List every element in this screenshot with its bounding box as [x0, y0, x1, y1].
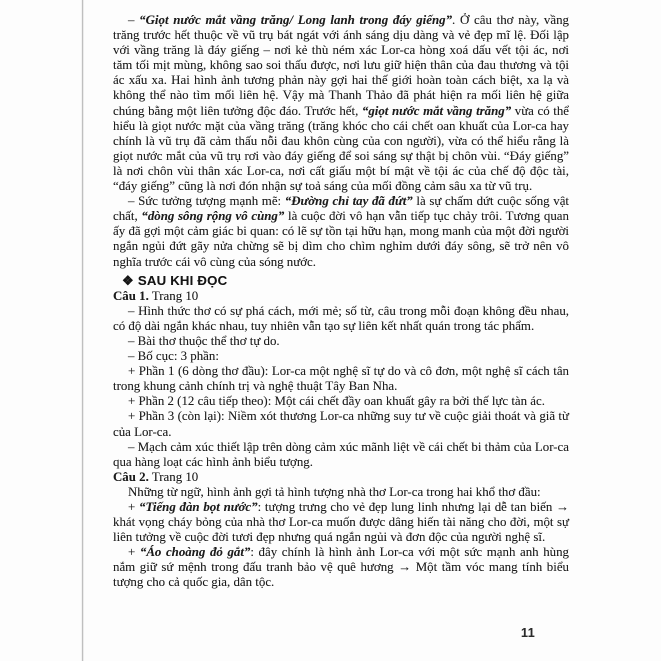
text-run: Những từ ngữ, hình ảnh gợi tả hình tượng nhà thơ Lor-ca trong hai khổ thơ đầu: [128, 484, 541, 499]
text-run: là cuộc đời vô hạn vẫn tiếp tục chảy trôi. Tương quan ấy đã gợi một cảm giác bi quan: có lẽ sự tồn tại hữu hạn, mong manh của một đời người ngắn ngủi đứt gãy nửa chừng sẽ bị dìm cho chìm nghỉm dưới đáy sông, sẽ trở nên vô nghĩa trước cái vô cùng của sóng nước. [113, 209, 569, 269]
section-heading-label: SAU KHI ĐỌC [137, 272, 228, 288]
diamond-icon: ❖ [122, 272, 135, 288]
paragraph [113, 485, 569, 500]
text-run: + [128, 500, 140, 514]
text-run: – Mạch cảm xúc thiết lập trên dòng cảm xúc mãnh liệt về cái chết bi thảm của Lor-ca qua hàng loạt các hình ảnh biểu tượng. [113, 439, 569, 469]
text-run: “Áo choàng đỏ gắt” [139, 545, 251, 560]
text-run: “Đường chỉ tay đã đứt” [284, 194, 413, 209]
text-run: – Sức tưởng tượng mạnh mẽ: [128, 194, 285, 209]
paragraph [113, 440, 569, 470]
paragraph [113, 194, 569, 269]
paragraph [113, 409, 569, 439]
question-label [113, 289, 569, 304]
section-heading [113, 273, 569, 288]
text-run: vừa có thể hiểu là giọt nước mặt của vầng trăng (trăng khóc cho cái chết oan khuất của Lor-ca hay chính là vũ trụ đã cảm thấu nỗi đau khôn cùng của con người), vừa có thể hiểu rằng là giọt nước mắt của vũ trụ rơi vào đáy giếng để soi sáng sự thật bị chôn vùi. “Đáy giếng” là nơi chôn vùi thân xác Lor-ca, nơi cất giấu một bí mật về tội ác của chế độ độc tài, “đáy giếng” cũng là nơi đón nhận sự toả sáng của mối đồng cảm sâu xa từ vũ trụ. [113, 103, 569, 194]
text-run: Câu 1. [113, 288, 149, 303]
text-run: + Phần 2 (12 câu tiếp theo): Một cái chết đầy oan khuất gây ra bởi thế lực tàn ác. [128, 394, 545, 409]
text-run: . Ở câu thơ này, vầng trăng trước hết thuộc về vũ trụ bát ngát với ánh sáng dịu dàng và vẻ đẹp mĩ lệ. Đối lập với vầng trăng là đáy giếng – nơi kẻ thù ném xác Lor-ca hòng xoá dấu vết tội ác, nơi tăm tối mịt mùng, không sao soi thấu được, nơi lưu giữ hiện thân của đau thương và tội ác xấu xa. Hai hình ảnh tương phản này gợi hai thế giới hoàn toàn cách biệt, xa lạ và không thể nào tìm mối liên hệ. Vậy mà Thanh Thảo đã phát hiện ra mối liên hệ giữa chúng bằng một liên tưởng độc đáo. Trước hết, [113, 13, 569, 118]
text-run: : tượng trưng cho vẻ đẹp lung linh nhưng lại dễ tan biến → khát vọng cháy bỏng của nhà thơ Lor-ca muốn được dâng hiến tài năng cho đời, một sự liên tưởng về cuộc đời tươi đẹp nhưng quá ngắn ngủi và đơn độc của người nghệ sĩ. [113, 500, 569, 545]
text-run: “Giọt nước mắt vầng trăng/ Long lanh trong đáy giếng” [139, 13, 453, 27]
paragraph [113, 545, 569, 590]
text-block [113, 13, 569, 591]
paragraph [113, 394, 569, 409]
text-run: – Hình thức thơ có sự phá cách, mới mẻ; số từ, câu trong mỗi đoạn không đều nhau, có độ dài ngắn khác nhau, tuy nhiên vẫn tạo sự liên kết nhất quán trong tác phẩm. [113, 303, 569, 333]
text-run: là sự chấm dứt cuộc sống vật chất, [113, 194, 569, 224]
text-run: : đây chính là hình ảnh Lor-ca với một sức mạnh anh hùng nắm giữ sứ mệnh trong đấu tranh bảo vệ quê hương → Một tầm vóc mang tính biểu tượng cho cả quốc gia, dân tộc. [113, 545, 569, 590]
text-run: “giọt nước mắt vầng trăng” [361, 103, 512, 118]
text-run: Trang 10 [148, 469, 199, 484]
paragraph [113, 304, 569, 334]
paragraph [113, 349, 569, 364]
paragraph [113, 500, 569, 545]
text-run: + [128, 545, 140, 560]
text-run: – Bố cục: 3 phần: [128, 349, 219, 364]
paragraph [113, 334, 569, 349]
text-run: – [128, 13, 140, 27]
paragraph [113, 13, 569, 194]
text-run: + Phần 1 (6 dòng thơ đầu): Lor-ca một nghệ sĩ tự do và cô đơn, một nghệ sĩ cách tân trong khung cảnh chính trị và nghệ thuật Tây Ban Nha. [113, 364, 569, 394]
page-edge-divider [82, 0, 83, 661]
text-run: Câu 2. [113, 469, 149, 484]
text-run: “Tiếng đàn bọt nước” [139, 500, 258, 514]
paragraph [113, 364, 569, 394]
page-number: 11 [521, 626, 536, 640]
question-label [113, 470, 569, 485]
text-run: – Bài thơ thuộc thể thơ tự do. [128, 333, 280, 348]
text-run: “dòng sông rộng vô cùng” [141, 209, 285, 224]
text-run: + Phần 3 (còn lại): Niềm xót thương Lor-ca những suy tư về cuộc giải thoát và giã từ của Lor-ca. [113, 409, 569, 439]
text-run: Trang 10 [148, 288, 199, 303]
